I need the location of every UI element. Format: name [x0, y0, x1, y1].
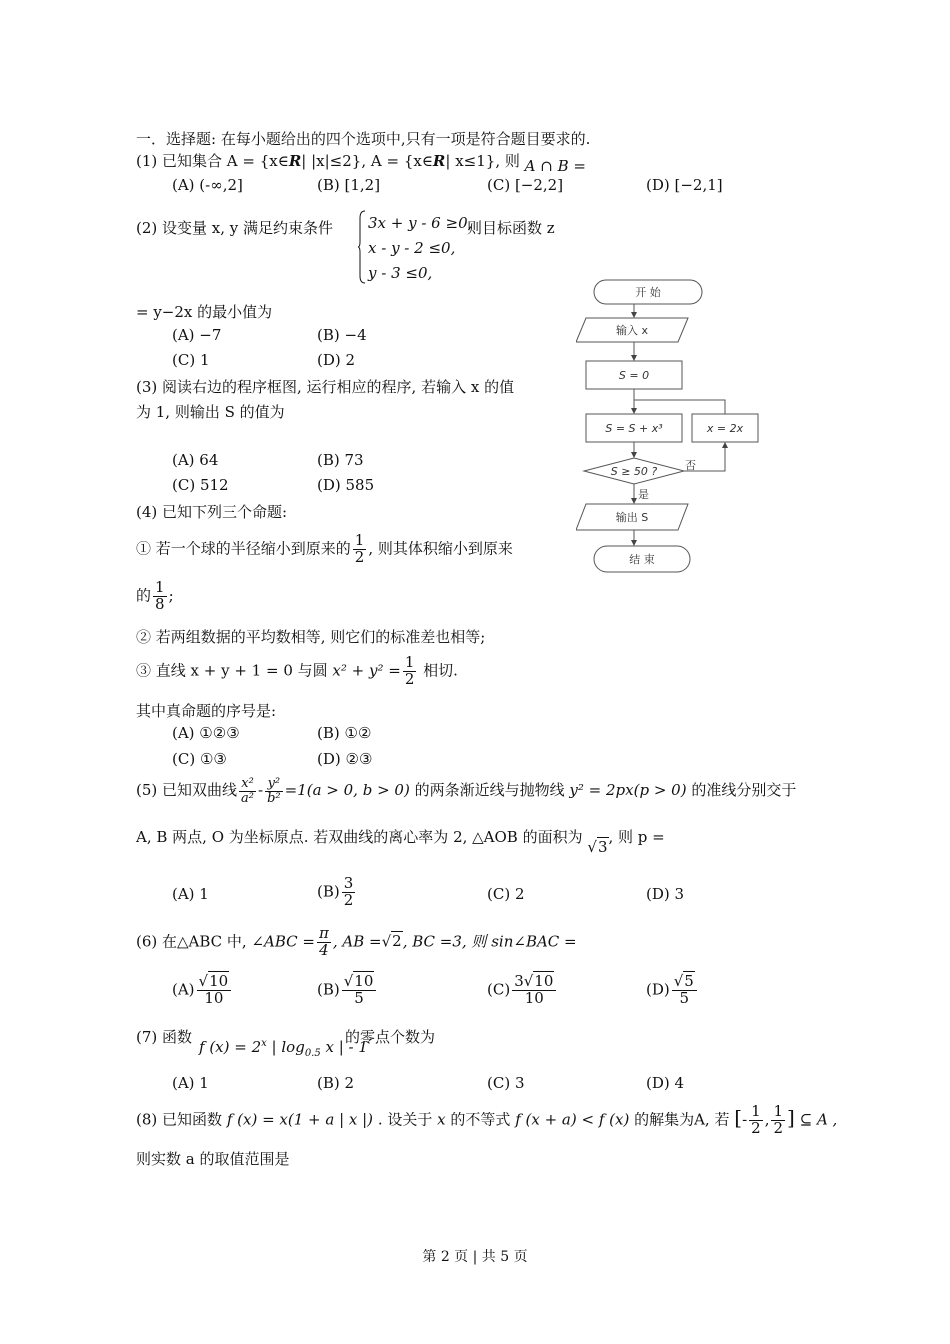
q2-constraint-1: 3x + y - 6 ≥0,: [368, 214, 473, 232]
q4-option-c: (C) ①③: [172, 750, 227, 768]
flow-arrow-loop: [634, 400, 725, 414]
flow-update-label: S = S + x³: [605, 422, 663, 435]
q6-option-b-label: (B): [317, 980, 340, 999]
q1-text-a: (1) 已知集合 A = {x∈: [136, 152, 289, 170]
q6-option-c-den: 10: [524, 988, 544, 1007]
q4-p1-a: ① 若一个球的半径缩小到原来的: [136, 539, 351, 558]
q6-option-a-rad: 10: [209, 972, 229, 990]
q1-bold-r-2: R: [432, 152, 446, 170]
flow-cond-label: S ≥ 50 ?: [610, 465, 658, 478]
flow-yes-label: 是: [638, 488, 649, 501]
q6-option-a-den: 10: [204, 988, 224, 1007]
q3-option-c: (C) 512: [172, 476, 229, 494]
q8-interval-minus: -: [742, 1110, 748, 1129]
q5-line-2: [136, 826, 665, 856]
q6-option-b: [317, 974, 378, 1007]
q4-option-d: (D) ②③: [317, 750, 373, 768]
flow-double-label: x = 2x: [706, 422, 744, 435]
q8-c: 的不等式: [450, 1110, 511, 1129]
q7-end: x | - 1: [320, 1038, 368, 1056]
q6-d: sin∠BAC =: [491, 932, 577, 951]
q4-p3-eq: x² + y² =: [332, 661, 401, 680]
page-footer: 第 2 页 | 共 5 页: [422, 1249, 528, 1265]
q6-option-d-den: 5: [679, 988, 690, 1007]
q4-p3-fraction: [403, 655, 417, 688]
q6-option-a: [172, 974, 233, 1007]
flow-end-label: 结 束: [629, 553, 655, 566]
q2-option-d: (D) 2: [317, 351, 356, 369]
q8-left-bracket: [: [734, 1105, 743, 1130]
q6-option-d: [646, 974, 699, 1007]
q5-parabola: y² = 2px(p > 0): [569, 781, 687, 800]
q5-line2-text: A, B 两点, O 为坐标原点. 若双曲线的离心率为 2, △AOB 的面积为: [136, 828, 583, 846]
q2-continuation: = y−2x 的最小值为: [136, 303, 273, 321]
q3-line-2: 为 1, 则输出 S 的值为: [136, 403, 285, 421]
q2-option-c: (C) 1: [172, 351, 210, 369]
flow-init-label: S = 0: [618, 369, 650, 382]
q8-fraction-1: [749, 1104, 763, 1137]
flow-input-label: 输入 x: [615, 324, 649, 337]
q1-bold-r-1: R: [288, 152, 302, 170]
q6-option-c-coef: 3: [514, 972, 524, 990]
q6-stem: (6) 在△ABC 中, ∠ABC = $\frac{\pi}{4}$ , AB =√2, BC =3, 则 sin∠BAC =: [136, 924, 577, 959]
q7-option-b: (B) 2: [317, 1074, 355, 1092]
q5-tail: , 则 p =: [608, 828, 665, 846]
q1-tail: A ∩ B =: [524, 157, 586, 175]
q4-p1c-num: 1: [155, 578, 165, 596]
q6-option-b-fraction: [342, 974, 377, 1007]
q8-n1: 1: [751, 1102, 761, 1120]
q6-option-c-fraction: [512, 974, 556, 1007]
q5-option-c: (C) 2: [487, 885, 525, 903]
q5-c: 的准线分别交于: [691, 781, 797, 800]
q4-intro: (4) 已知下列三个命题:: [136, 503, 288, 521]
q8-line-1: [136, 1104, 837, 1137]
q4-p1-b: , 则其体积缩小到原来: [368, 539, 513, 558]
q5-fx-num: x²: [239, 777, 256, 792]
q5-fx: [239, 777, 256, 805]
q7-f: f (x) = 2: [199, 1038, 262, 1056]
q5-fy-den: b²: [267, 790, 281, 806]
q5-minus: -: [258, 781, 264, 800]
q8-b: . 设关于: [377, 1110, 433, 1129]
q8-right-bracket: ]: [787, 1105, 795, 1130]
q4-p1c-den: 8: [155, 594, 165, 613]
q4-p1-d: ;: [168, 586, 174, 605]
q4-option-a: (A) ①②③: [172, 724, 240, 742]
q7-option-d: (D) 4: [646, 1074, 685, 1092]
q3-option-d: (D) 585: [317, 476, 375, 494]
q8-d: 的解集为A, 若: [634, 1110, 730, 1129]
q7-option-c: (C) 3: [487, 1074, 525, 1092]
q4-p1-den: 2: [354, 547, 365, 566]
q4-proposition-3: [136, 655, 458, 688]
q5-option-b-fraction: [342, 876, 356, 909]
q6-option-a-label: (A): [172, 980, 195, 999]
flow-output-label: 输出 S: [615, 511, 649, 524]
section-title: 一．选择题: 在每小题给出的四个选项中,只有一项是符合题目要求的.: [136, 130, 591, 148]
q5-option-b: [317, 876, 357, 909]
q6-option-c-num: 3√10: [512, 974, 556, 991]
q3-option-a: (A) 64: [172, 451, 219, 469]
q2-suffix: 则目标函数 z: [467, 219, 555, 237]
q5-option-a: (A) 1: [172, 885, 209, 903]
q8-fraction-2: [771, 1104, 785, 1137]
q2-brace: [358, 210, 366, 284]
q8-line-2: 则实数 a 的取值范围是: [136, 1150, 290, 1168]
q5-fy: [265, 777, 283, 805]
q3-line-1: (3) 阅读右边的程序框图, 运行相应的程序, 若输入 x 的值: [136, 378, 515, 396]
q2-constraint-3: y - 3 ≤0,: [368, 264, 433, 282]
q4-p1-num: 1: [354, 531, 365, 549]
q8-inequality: f (x + a) < f (x): [515, 1110, 630, 1129]
q7-mid: | log: [266, 1038, 305, 1056]
q7-prefix: (7) 函数: [136, 1028, 193, 1046]
q6-option-c: [487, 974, 558, 1007]
q6-pi-den: 4: [319, 940, 329, 959]
q8-function: f (x) = x(1 + a | x |): [226, 1110, 374, 1129]
q4-p3-b: 相切.: [423, 661, 458, 680]
q1-option-d: (D) [−2,1]: [646, 176, 723, 194]
q6-option-d-fraction: [672, 974, 697, 1007]
q1-option-c: (C) [−2,2]: [487, 176, 564, 194]
q1-option-b: (B) [1,2]: [317, 176, 381, 194]
q4-p3-den: 2: [404, 669, 415, 688]
q6-option-a-fraction: [197, 974, 232, 1007]
q6-option-c-rad: 10: [534, 972, 554, 990]
q8-comma: ,: [764, 1110, 770, 1129]
q5-fx-den: a²: [241, 790, 254, 806]
q7-sup: x: [261, 1038, 267, 1049]
q6-option-c-label: (C): [487, 980, 511, 999]
q2-option-b: (B) −4: [317, 326, 367, 344]
q1-text-b: | |x|≤2}, A = {x∈: [301, 152, 433, 170]
q6-option-b-num: √10: [342, 974, 377, 991]
q5-sqrt-value: 3: [597, 838, 608, 856]
q5-option-b-den: 2: [343, 890, 354, 909]
q1-option-a: (A) (-∞,2]: [172, 176, 243, 194]
q6-option-a-num: √10: [197, 974, 232, 991]
q6-pi-fraction: [317, 926, 331, 959]
flow-no-label: 否: [685, 459, 696, 472]
q4-p1c-fraction: [153, 580, 167, 613]
q2-constraint-2: x - y - 2 ≤0,: [368, 239, 456, 257]
q5-option-b-num: 3: [343, 874, 354, 892]
q6-option-d-num: √5: [672, 974, 697, 991]
q5-option-b-label: (B): [317, 882, 340, 901]
q6-pi-num: π: [319, 924, 329, 942]
q3-option-b: (B) 73: [317, 451, 364, 469]
flowchart: [576, 276, 776, 576]
q7-option-a: (A) 1: [172, 1074, 209, 1092]
q6-option-d-rad: 5: [684, 972, 694, 990]
q5-line-1: [136, 777, 796, 805]
q4-p3-a: ③ 直线 x + y + 1 = 0 与圆: [136, 661, 328, 680]
q6-option-b-den: 5: [354, 988, 364, 1007]
q6-c: , BC =3, 则: [402, 932, 487, 951]
q5-fy-num: y²: [265, 777, 283, 792]
q6-a: (6) 在△ABC 中,: [136, 932, 247, 951]
q6-option-b-rad: 10: [354, 972, 374, 990]
q4-option-b: (B) ①②: [317, 724, 372, 742]
q6-b: , AB =: [332, 932, 382, 951]
q7-sub: 0.5: [304, 1048, 321, 1059]
q6-option-d-label: (D): [646, 980, 670, 999]
q4-proposition-1: [136, 533, 513, 566]
q1-text-c: | x≤1}, 则: [445, 152, 520, 170]
q7-function: [199, 1038, 368, 1059]
q8-d2: 2: [773, 1118, 784, 1137]
q4-ask: 其中真命题的序号是:: [136, 702, 277, 720]
q8-x: x: [437, 1110, 446, 1129]
q4-p1-fraction: [353, 533, 367, 566]
q5-option-d: (D) 3: [646, 885, 685, 903]
q8-a: (8) 已知函数: [136, 1110, 223, 1129]
q4-p1-c: 的: [136, 586, 152, 605]
q4-p3-num: 1: [404, 653, 415, 671]
q7-suffix: 的零点个数为: [345, 1028, 436, 1046]
question-1: [136, 150, 586, 175]
q6-sqrt2: 2: [392, 932, 402, 951]
q5-b: 的两条渐近线与抛物线: [414, 781, 565, 800]
q8-e: ⊆ A ,: [799, 1110, 838, 1129]
q8-d1: 2: [751, 1118, 761, 1137]
q5-a: (5) 已知双曲线: [136, 781, 238, 800]
flow-start-label: 开 始: [635, 286, 661, 299]
q2-prefix: (2) 设变量 x, y 满足约束条件: [136, 219, 334, 237]
q5-sqrt: √3: [587, 838, 608, 856]
q5-cond: =1(a > 0, b > 0): [284, 781, 410, 800]
q4-proposition-2: ② 若两组数据的平均数相等, 则它们的标准差也相等;: [136, 628, 486, 646]
q4-proposition-1-cont: [136, 580, 174, 613]
q8-n2: 1: [773, 1102, 784, 1120]
q6-angle: ∠ABC =: [251, 932, 315, 951]
q2-option-a: (A) −7: [172, 326, 222, 344]
